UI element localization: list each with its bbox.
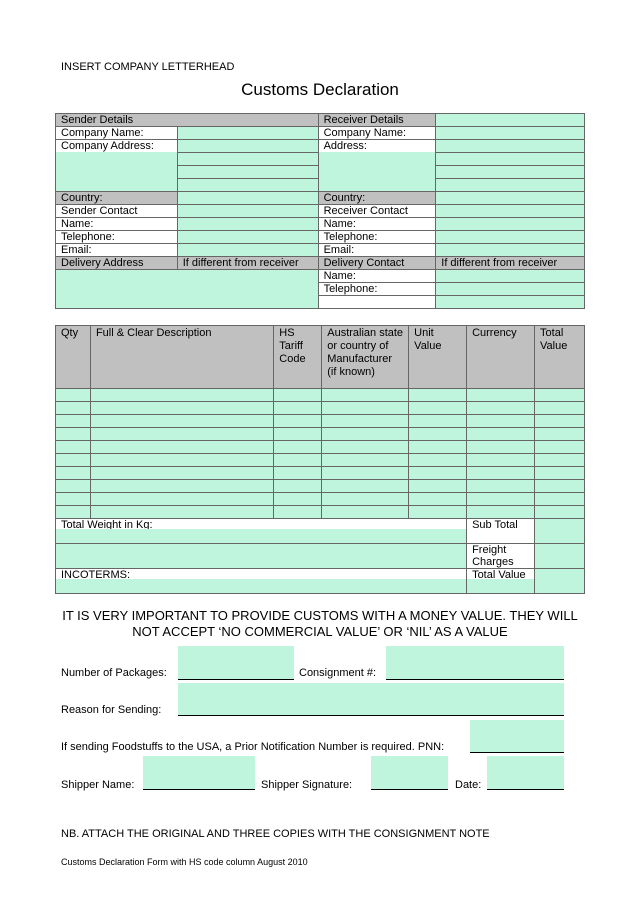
goods-cell[interactable]: [56, 454, 91, 467]
goods-cell[interactable]: [467, 428, 535, 441]
goods-cell[interactable]: [467, 441, 535, 454]
goods-cell[interactable]: [274, 415, 322, 428]
goods-cell[interactable]: [322, 493, 409, 506]
goods-cell[interactable]: [274, 467, 322, 480]
sender-address-line-4[interactable]: [177, 179, 318, 192]
shipper-signature-line: [371, 789, 448, 790]
goods-cell[interactable]: [322, 480, 409, 493]
goods-cell[interactable]: [409, 415, 467, 428]
goods-cell[interactable]: [274, 480, 322, 493]
nb-note: NB. ATTACH THE ORIGINAL AND THREE COPIES WITH THE CONSIGNMENT NOTE: [61, 828, 490, 840]
sender-contact-field[interactable]: [177, 205, 318, 218]
sender-company-name-field[interactable]: [177, 127, 318, 140]
goods-cell[interactable]: [535, 454, 585, 467]
delivery-contact-note: If different from receiver: [436, 257, 585, 270]
goods-row: [56, 454, 585, 467]
delivery-contact-telephone-field[interactable]: [436, 283, 585, 296]
goods-cell[interactable]: [322, 454, 409, 467]
sender-name-field[interactable]: [177, 218, 318, 231]
receiver-header-field[interactable]: [436, 114, 585, 127]
goods-cell[interactable]: [274, 454, 322, 467]
goods-cell[interactable]: [409, 467, 467, 480]
total-weight-label: Total Weight in Kg:: [56, 519, 466, 529]
num-packages-label: Number of Packages:: [61, 667, 167, 679]
goods-cell[interactable]: [274, 402, 322, 415]
shipper-name-label: Shipper Name:: [61, 779, 135, 791]
delivery-contact-name-label: Name:: [318, 270, 436, 283]
goods-cell[interactable]: [409, 441, 467, 454]
consignment-field[interactable]: [386, 646, 564, 680]
goods-cell[interactable]: [535, 402, 585, 415]
goods-cell[interactable]: [56, 467, 91, 480]
goods-cell[interactable]: [322, 389, 409, 402]
delivery-contact-telephone-label: Telephone:: [318, 283, 436, 296]
shipper-name-field[interactable]: [143, 756, 255, 790]
col-description: Full & Clear Description: [90, 326, 273, 389]
receiver-contact-field[interactable]: [436, 205, 585, 218]
goods-cell[interactable]: [90, 415, 273, 428]
incoterms-label: INCOTERMS:: [56, 569, 466, 579]
goods-cell[interactable]: [56, 493, 91, 506]
total-weight-field[interactable]: [56, 544, 467, 569]
sender-details-header: Sender Details: [56, 114, 319, 127]
sender-email-field[interactable]: [177, 244, 318, 257]
total-value-cell[interactable]: [467, 569, 535, 594]
sender-email-label: Email:: [56, 244, 178, 257]
freight-charges-field[interactable]: [535, 544, 585, 569]
delivery-address-label: Delivery Address: [56, 257, 178, 270]
col-country-of-manufacture: Australian state or country of Manufacturer (if known): [322, 326, 409, 389]
goods-cell[interactable]: [409, 428, 467, 441]
goods-cell[interactable]: [90, 493, 273, 506]
goods-cell[interactable]: [56, 480, 91, 493]
company-name-label: Company Name:: [56, 127, 178, 140]
goods-cell[interactable]: [467, 389, 535, 402]
goods-cell[interactable]: [90, 480, 273, 493]
shipper-name-line: [143, 789, 255, 790]
money-value-notice: IT IS VERY IMPORTANT TO PROVIDE CUSTOMS WITH A MONEY VALUE. THEY WILL NOT ACCEPT ‘NO COMMERCIAL VALUE’ OR ‘NIL’ AS A VALUE: [62, 608, 578, 639]
goods-row: [56, 493, 585, 506]
goods-cell[interactable]: [535, 480, 585, 493]
freight-charges-label: Freight Charges: [467, 544, 535, 569]
receiver-name-label: Name:: [318, 218, 436, 231]
reason-line: [178, 715, 564, 716]
goods-cell[interactable]: [535, 493, 585, 506]
goods-cell[interactable]: [56, 389, 91, 402]
goods-cell[interactable]: [467, 467, 535, 480]
receiver-address-cell[interactable]: [318, 140, 436, 192]
pnn-field[interactable]: [470, 720, 564, 753]
sub-total-label: Sub Total: [467, 519, 535, 544]
receiver-details-header: Receiver Details: [318, 114, 436, 127]
goods-row: [56, 402, 585, 415]
sender-address-line-3[interactable]: [177, 166, 318, 179]
receiver-company-name-label: Company Name:: [318, 127, 436, 140]
receiver-email-field[interactable]: [436, 244, 585, 257]
goods-table: [55, 325, 585, 594]
goods-cell[interactable]: [322, 441, 409, 454]
goods-row: [56, 480, 585, 493]
goods-cell[interactable]: [274, 506, 322, 519]
goods-cell[interactable]: [274, 441, 322, 454]
col-qty: Qty: [56, 326, 91, 389]
sender-address-line-2[interactable]: [177, 153, 318, 166]
sender-contact-label: Sender Contact: [56, 205, 178, 218]
receiver-address-line-1[interactable]: [436, 140, 585, 153]
date-line: [487, 789, 564, 790]
goods-cell[interactable]: [56, 441, 91, 454]
total-value-label: Total Value: [467, 569, 534, 579]
goods-cell[interactable]: [90, 428, 273, 441]
address-table: [55, 113, 585, 309]
sender-telephone-field[interactable]: [177, 231, 318, 244]
receiver-company-name-field[interactable]: [436, 127, 585, 140]
shipper-signature-label: Shipper Signature:: [261, 779, 353, 791]
receiver-address-line-3[interactable]: [436, 166, 585, 179]
goods-cell[interactable]: [90, 467, 273, 480]
goods-cell[interactable]: [409, 389, 467, 402]
pnn-label: If sending Foodstuffs to the USA, a Prior Notification Number is required. PNN:: [61, 741, 445, 753]
goods-cell[interactable]: [467, 480, 535, 493]
goods-cell[interactable]: [467, 454, 535, 467]
goods-cell[interactable]: [535, 506, 585, 519]
receiver-contact-label: Receiver Contact: [318, 205, 436, 218]
goods-cell[interactable]: [535, 415, 585, 428]
company-address-label: Company Address:: [56, 140, 177, 152]
goods-cell[interactable]: [322, 402, 409, 415]
goods-cell[interactable]: [274, 493, 322, 506]
reason-field[interactable]: [178, 683, 564, 716]
receiver-telephone-label: Telephone:: [318, 231, 436, 244]
goods-row: [56, 428, 585, 441]
goods-cell[interactable]: [467, 506, 535, 519]
sender-telephone-label: Telephone:: [56, 231, 178, 244]
company-address-cell[interactable]: [56, 140, 178, 192]
receiver-email-label: Email:: [318, 244, 436, 257]
goods-cell[interactable]: [274, 428, 322, 441]
goods-cell[interactable]: [535, 389, 585, 402]
receiver-country-label: Country:: [318, 192, 436, 205]
goods-cell[interactable]: [56, 428, 91, 441]
receiver-telephone-field[interactable]: [436, 231, 585, 244]
delivery-contact-extra-field[interactable]: [436, 296, 585, 309]
goods-cell[interactable]: [409, 480, 467, 493]
consignment-label: Consignment #:: [299, 667, 377, 679]
incoterms-cell[interactable]: [56, 569, 467, 594]
goods-cell[interactable]: [467, 402, 535, 415]
sender-country-field[interactable]: [177, 192, 318, 205]
goods-cell[interactable]: [90, 402, 273, 415]
goods-row: [56, 441, 585, 454]
goods-cell[interactable]: [409, 454, 467, 467]
receiver-address-line-4[interactable]: [436, 179, 585, 192]
goods-cell[interactable]: [56, 402, 91, 415]
goods-cell[interactable]: [56, 415, 91, 428]
delivery-contact-label: Delivery Contact: [318, 257, 436, 270]
delivery-address-note: If different from receiver: [177, 257, 318, 270]
goods-row: [56, 506, 585, 519]
col-unit-value: Unit Value: [409, 326, 467, 389]
goods-cell[interactable]: [322, 428, 409, 441]
reason-label: Reason for Sending:: [61, 704, 162, 716]
receiver-address-label: Address:: [319, 140, 436, 152]
goods-cell[interactable]: [409, 493, 467, 506]
sender-address-line-1[interactable]: [177, 140, 318, 153]
sub-total-field[interactable]: [535, 519, 585, 544]
col-total-value: Total Value: [535, 326, 585, 389]
consignment-line: [386, 679, 564, 680]
receiver-address-line-2[interactable]: [436, 153, 585, 166]
goods-cell[interactable]: [322, 467, 409, 480]
goods-cell[interactable]: [90, 441, 273, 454]
sender-country-label: Country:: [56, 192, 178, 205]
page-title: Customs Declaration: [241, 80, 399, 99]
delivery-address-field[interactable]: [56, 270, 319, 309]
total-value-field[interactable]: [535, 569, 585, 594]
shipper-signature-field[interactable]: [371, 756, 448, 790]
date-label: Date:: [455, 779, 482, 791]
date-field[interactable]: [487, 756, 564, 790]
goods-row: [56, 467, 585, 480]
goods-cell[interactable]: [535, 428, 585, 441]
goods-cell[interactable]: [90, 454, 273, 467]
goods-cell[interactable]: [322, 506, 409, 519]
col-hs-tariff-code: HS Tariff Code: [274, 326, 322, 389]
sender-name-label: Name:: [56, 218, 178, 231]
goods-cell[interactable]: [90, 506, 273, 519]
goods-cell[interactable]: [56, 506, 91, 519]
total-weight-cell[interactable]: [56, 519, 467, 544]
goods-cell[interactable]: [322, 415, 409, 428]
receiver-country-field[interactable]: [436, 192, 585, 205]
footer: Customs Declaration Form with HS code column August 2010: [61, 857, 308, 867]
goods-cell[interactable]: [90, 389, 273, 402]
goods-cell[interactable]: [467, 415, 535, 428]
goods-cell[interactable]: [467, 493, 535, 506]
goods-row: [56, 415, 585, 428]
num-packages-field[interactable]: [178, 646, 294, 680]
receiver-name-field[interactable]: [436, 218, 585, 231]
goods-row: [56, 389, 585, 402]
num-packages-line: [178, 679, 294, 680]
col-currency: Currency: [467, 326, 535, 389]
goods-cell[interactable]: [409, 506, 467, 519]
letterhead: INSERT COMPANY LETTERHEAD: [61, 61, 235, 73]
goods-cell[interactable]: [535, 441, 585, 454]
goods-cell[interactable]: [409, 402, 467, 415]
pnn-line: [470, 752, 564, 753]
goods-cell[interactable]: [274, 389, 322, 402]
delivery-contact-name-field[interactable]: [436, 270, 585, 283]
goods-cell[interactable]: [535, 467, 585, 480]
